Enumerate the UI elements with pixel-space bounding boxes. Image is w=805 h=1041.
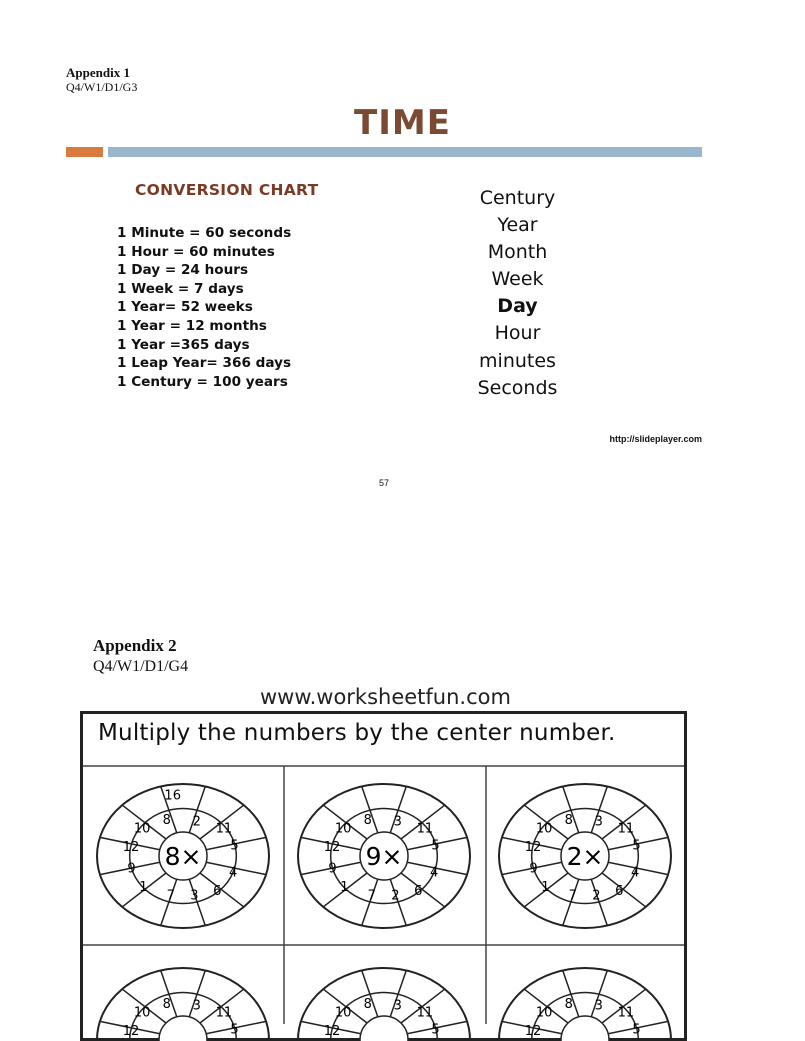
wheel-number: 10 [334, 821, 352, 837]
wheel-number: 1 [139, 879, 148, 895]
wheel-center-number: 9× [365, 842, 403, 871]
unit-item: minutes [479, 349, 556, 372]
conversion-item: 1 Day = 24 hours [117, 262, 249, 279]
wheel-number: 6 [213, 884, 222, 900]
wheel-hub [561, 1016, 609, 1041]
wheel-number: 12 [524, 839, 542, 855]
unit-item: Century [479, 187, 556, 209]
wheel-number: 1 [541, 879, 550, 895]
wheel-number: 8 [564, 812, 573, 828]
wheel-number: 1 [340, 879, 349, 895]
wheel-number: 6 [615, 884, 624, 900]
appendix-2-title: Appendix 2 [93, 636, 177, 655]
wheel-number: 11 [617, 1005, 635, 1021]
conversion-item: 1 Leap Year= 366 days [117, 355, 292, 372]
wheel-number: 11 [416, 1005, 434, 1021]
wheel-number: 10 [535, 1005, 553, 1021]
wheel-number: 5 [431, 838, 440, 854]
wheel-number: 3 [192, 998, 201, 1014]
wheel-center-number: 8× [164, 842, 202, 871]
worksheet-instruction: Multiply the numbers by the center number. [98, 720, 616, 746]
wheel-number: 3 [594, 998, 603, 1014]
wheel-number: 3 [393, 814, 402, 830]
wheel-number: 10 [133, 821, 151, 837]
wheel-number: 4 [429, 865, 439, 881]
appendix-1-title: Appendix 1 [66, 65, 130, 80]
wheel-number: 7 [166, 888, 175, 904]
conversion-item: 1 Century = 100 years [117, 373, 288, 390]
wheel-number: 3 [393, 998, 402, 1014]
wheel-hub [360, 1016, 408, 1041]
wheel-number: 10 [133, 1005, 151, 1021]
wheel-number: 5 [632, 838, 641, 854]
wheel-number: 6 [414, 884, 423, 900]
unit-item-highlighted: Day [497, 295, 538, 318]
wheel-number: 8 [162, 996, 171, 1012]
wheel-number: 8 [363, 996, 372, 1012]
wheel-number: 12 [323, 839, 341, 855]
conversion-item: 1 Hour = 60 minutes [117, 243, 275, 260]
appendix-2-code: Q4/W1/D1/G4 [93, 658, 189, 675]
wheel-number: 5 [431, 1022, 440, 1038]
unit-item: Seconds [477, 376, 558, 399]
wheel-number: 2 [592, 888, 601, 904]
wheel-number: 7 [568, 888, 577, 904]
wheel-number: 16 [164, 788, 181, 804]
wheel-number: 11 [416, 821, 434, 837]
wheel-number: 2 [391, 888, 400, 904]
wheel-number: 5 [230, 838, 239, 854]
page-number: 57 [378, 478, 389, 488]
wheel-number: 3 [190, 888, 199, 904]
wheel-number: 3 [594, 814, 603, 830]
wheel-number: 10 [334, 1005, 352, 1021]
conversion-item: 1 Minute = 60 seconds [117, 225, 292, 241]
unit-item: Week [491, 268, 544, 291]
worksheet-url: www.worksheetfun.com [260, 685, 511, 709]
wheel-number: 12 [122, 1023, 140, 1039]
wheel-number: 5 [632, 1022, 641, 1038]
wheel-hub [159, 1016, 207, 1041]
wheel-number: 10 [535, 821, 553, 837]
unit-item: Hour [494, 322, 541, 345]
unit-item: Month [487, 241, 548, 264]
wheel-number: 4 [630, 865, 640, 881]
wheel-number: 9 [328, 861, 337, 877]
conversion-item: 1 Year= 52 weeks [117, 299, 253, 316]
wheel-number: 11 [215, 1005, 233, 1021]
wheel-number: 12 [524, 1023, 542, 1039]
wheel-number: 9 [529, 861, 538, 877]
unit-item: Year [497, 214, 538, 237]
wheel-number: 11 [617, 821, 635, 837]
conversion-chart-heading: CONVERSION CHART [135, 181, 319, 199]
wheel-number: 9 [127, 861, 136, 877]
wheel-number: 8 [564, 996, 573, 1012]
wheel-number: 5 [230, 1022, 239, 1038]
wheel-number: 8 [162, 812, 171, 828]
wheel-number: 2 [192, 814, 201, 830]
wheel-number: 12 [323, 1023, 341, 1039]
conversion-item: 1 Year =365 days [117, 336, 250, 353]
wheel-number: 7 [367, 888, 376, 904]
source-credit: http://slideplayer.com [609, 434, 702, 444]
wheel-number: 11 [215, 821, 233, 837]
wheel-center-number: 2× [566, 842, 604, 871]
conversion-item: 1 Year = 12 months [117, 317, 267, 334]
wheel-number: 4 [228, 865, 238, 881]
appendix-1-code: Q4/W1/D1/G3 [66, 80, 138, 94]
wheel-number: 12 [122, 839, 140, 855]
wheel-number: 8 [363, 812, 372, 828]
conversion-item: 1 Week = 7 days [117, 280, 244, 297]
time-title: TIME [354, 103, 451, 143]
